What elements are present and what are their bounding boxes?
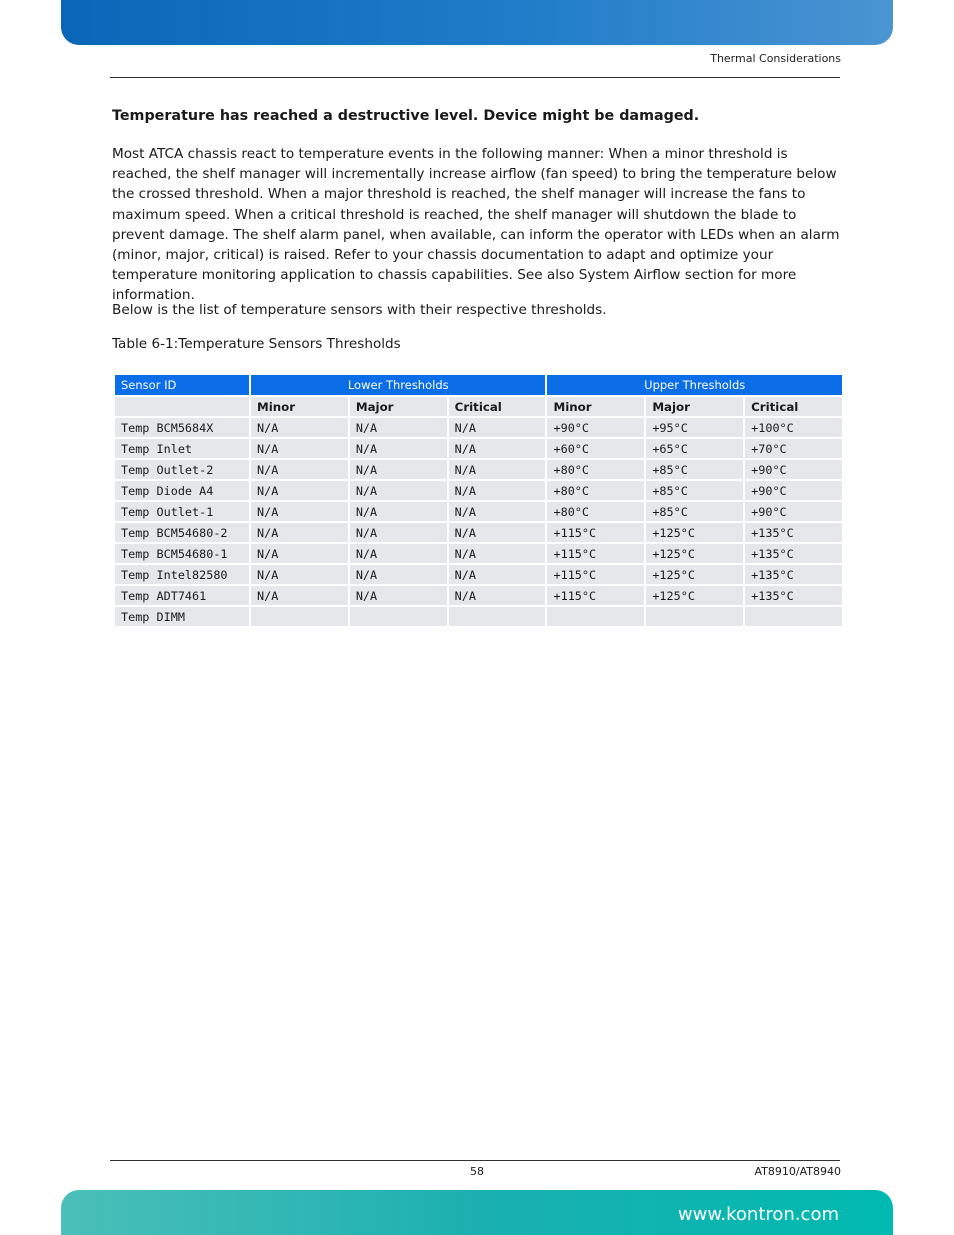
threshold-cell: N/A bbox=[350, 481, 447, 500]
threshold-cell: N/A bbox=[251, 502, 348, 521]
subheader-cell: Major bbox=[350, 397, 447, 416]
threshold-cell: +100°C bbox=[745, 418, 842, 437]
table-row bbox=[115, 607, 842, 626]
threshold-cell: N/A bbox=[350, 418, 447, 437]
sensor-id-cell: Temp BCM54680-1 bbox=[115, 544, 249, 563]
subheader-cell: Major bbox=[646, 397, 743, 416]
threshold-cell: +135°C bbox=[745, 565, 842, 584]
threshold-cell: +115°C bbox=[547, 544, 644, 563]
threshold-cell: N/A bbox=[251, 481, 348, 500]
threshold-cell: +115°C bbox=[547, 523, 644, 542]
threshold-cell: +125°C bbox=[646, 565, 743, 584]
threshold-cell: N/A bbox=[449, 418, 546, 437]
threshold-cell: +115°C bbox=[547, 565, 644, 584]
threshold-cell: N/A bbox=[350, 502, 447, 521]
threshold-cell: +70°C bbox=[745, 439, 842, 458]
threshold-cell bbox=[547, 607, 644, 626]
threshold-cell: +125°C bbox=[646, 523, 743, 542]
threshold-cell: N/A bbox=[449, 481, 546, 500]
footer-divider bbox=[110, 1160, 840, 1161]
website-link[interactable]: www.kontron.com bbox=[677, 1204, 839, 1225]
subheader-cell: Critical bbox=[745, 397, 842, 416]
table-body bbox=[115, 418, 842, 626]
table-row bbox=[115, 502, 842, 521]
table-row bbox=[115, 586, 842, 605]
table-row bbox=[115, 418, 842, 437]
threshold-cell: N/A bbox=[449, 565, 546, 584]
subheader-cell: Minor bbox=[547, 397, 644, 416]
sensor-id-cell: Temp ADT7461 bbox=[115, 586, 249, 605]
header-upper-thresholds: Upper Thresholds bbox=[547, 375, 842, 395]
threshold-cell bbox=[350, 607, 447, 626]
threshold-cell: +125°C bbox=[646, 544, 743, 563]
threshold-cell: +60°C bbox=[547, 439, 644, 458]
sensor-id-cell: Temp BCM54680-2 bbox=[115, 523, 249, 542]
threshold-cell bbox=[646, 607, 743, 626]
threshold-cell: +90°C bbox=[745, 502, 842, 521]
threshold-cell: N/A bbox=[350, 544, 447, 563]
threshold-cell: N/A bbox=[449, 544, 546, 563]
sensor-id-cell: Temp Diode A4 bbox=[115, 481, 249, 500]
header-divider bbox=[110, 77, 840, 78]
threshold-cell: N/A bbox=[449, 523, 546, 542]
threshold-cell: +85°C bbox=[646, 502, 743, 521]
threshold-cell: +80°C bbox=[547, 481, 644, 500]
threshold-cell: +85°C bbox=[646, 460, 743, 479]
threshold-cell: +135°C bbox=[745, 586, 842, 605]
threshold-cell: N/A bbox=[350, 565, 447, 584]
table-row bbox=[115, 544, 842, 563]
table-row bbox=[115, 439, 842, 458]
threshold-cell: +85°C bbox=[646, 481, 743, 500]
bottom-banner bbox=[61, 1190, 893, 1235]
sensor-id-cell: Temp Inlet bbox=[115, 439, 249, 458]
thresholds-table bbox=[113, 373, 844, 628]
threshold-cell bbox=[745, 607, 842, 626]
threshold-cell: +135°C bbox=[745, 544, 842, 563]
warning-text: Temperature has reached a destructive level. Device might be damaged. bbox=[112, 108, 700, 124]
section-title: Thermal Considerations bbox=[710, 52, 841, 65]
subheader-cell: Minor bbox=[251, 397, 348, 416]
header-sensor-id: Sensor ID bbox=[115, 375, 249, 395]
threshold-cell: N/A bbox=[251, 586, 348, 605]
top-banner bbox=[61, 0, 893, 45]
threshold-cell: N/A bbox=[251, 460, 348, 479]
threshold-cell: N/A bbox=[350, 523, 447, 542]
threshold-cell: +90°C bbox=[745, 481, 842, 500]
threshold-cell: N/A bbox=[251, 565, 348, 584]
subheader-cell: Critical bbox=[449, 397, 546, 416]
table-row bbox=[115, 481, 842, 500]
product-name: AT8910/AT8940 bbox=[754, 1165, 841, 1178]
paragraph-sensor-intro: Below is the list of temperature sensors with their respective thresholds. bbox=[112, 302, 607, 318]
sensor-id-cell: Temp Outlet-1 bbox=[115, 502, 249, 521]
threshold-cell: +90°C bbox=[745, 460, 842, 479]
threshold-cell: N/A bbox=[449, 502, 546, 521]
threshold-cell bbox=[251, 607, 348, 626]
threshold-cell: +125°C bbox=[646, 586, 743, 605]
threshold-cell: N/A bbox=[350, 439, 447, 458]
threshold-cell: +95°C bbox=[646, 418, 743, 437]
threshold-cell: N/A bbox=[350, 460, 447, 479]
table-subheader-row bbox=[115, 397, 842, 416]
threshold-cell: +115°C bbox=[547, 586, 644, 605]
table-header-row bbox=[115, 375, 842, 395]
sensor-id-cell: Temp BCM5684X bbox=[115, 418, 249, 437]
threshold-cell: +90°C bbox=[547, 418, 644, 437]
threshold-cell: +80°C bbox=[547, 460, 644, 479]
threshold-cell: N/A bbox=[449, 460, 546, 479]
page-number: 58 bbox=[470, 1165, 484, 1178]
subheader-cell bbox=[115, 397, 249, 416]
table-row bbox=[115, 565, 842, 584]
threshold-cell: N/A bbox=[449, 586, 546, 605]
sensor-id-cell: Temp DIMM bbox=[115, 607, 249, 626]
threshold-cell: +80°C bbox=[547, 502, 644, 521]
threshold-cell: N/A bbox=[251, 523, 348, 542]
paragraph-chassis-behavior: Most ATCA chassis react to temperature events in the following manner: When a minor threshold is reached, the shelf manager will incrementally increase airflow (fan speed) to bring the temperature below the crossed threshold. When a major threshold is reached, the shelf manager will increase the fans to maximum speed. When a critical threshold is reached, the shelf manager will shutdown the blade to prevent damage. The shelf alarm panel, when available, can inform the operator with LEDs when an alarm (minor, major, critical) is raised. Refer to your chassis documentation to adapt and optimize your temperature monitoring application to chassis capabilities. See also System Airflow section for more information. bbox=[112, 146, 840, 304]
sensor-id-cell: Temp Intel82580 bbox=[115, 565, 249, 584]
threshold-cell: +135°C bbox=[745, 523, 842, 542]
header-lower-thresholds: Lower Thresholds bbox=[251, 375, 545, 395]
threshold-cell: N/A bbox=[449, 439, 546, 458]
threshold-cell: N/A bbox=[251, 418, 348, 437]
threshold-cell bbox=[449, 607, 546, 626]
table-row bbox=[115, 523, 842, 542]
threshold-cell: N/A bbox=[350, 586, 447, 605]
table-row bbox=[115, 460, 842, 479]
threshold-cell: N/A bbox=[251, 544, 348, 563]
sensor-id-cell: Temp Outlet-2 bbox=[115, 460, 249, 479]
table-caption: Table 6-1:Temperature Sensors Thresholds bbox=[112, 336, 401, 352]
threshold-cell: N/A bbox=[251, 439, 348, 458]
threshold-cell: +65°C bbox=[646, 439, 743, 458]
